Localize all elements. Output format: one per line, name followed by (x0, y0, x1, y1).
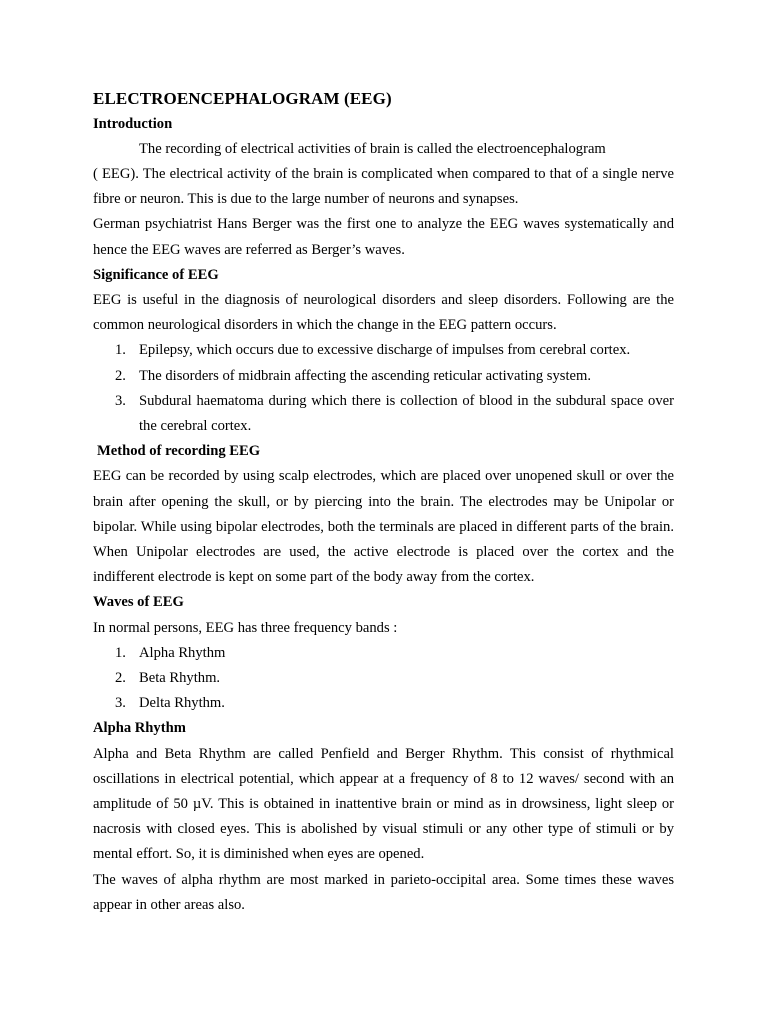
method-paragraph: EEG can be recorded by using scalp electrodes, which are placed over unopened skull or over the brain after opening the skull, or by piercing into the brain. The electrodes may be Unipolar or bipolar. While using bipolar electrodes, both the terminals are placed in different parts of the brain. When Unipolar electrodes are used, the active electrode is placed over the cortex and the indifferent electrode is kept on some part of the body away from the cortex. (93, 468, 674, 586)
alpha-rhythm-section (93, 716, 674, 918)
list-item-number: 1. (115, 342, 126, 359)
alpha-rhythm-location-paragraph: The waves of alpha rhythm are most marked in parieto-occipital area. Some times these waves appear in other areas also. (93, 871, 674, 913)
disorders-list (93, 338, 674, 439)
list-item-text: Epilepsy, which occurs due to excessive discharge of impulses from cerebral cortex. (139, 342, 631, 359)
significance-heading: Significance of EEG (93, 266, 219, 283)
method-section (93, 439, 674, 590)
list-item (93, 641, 674, 666)
list-item-text: The disorders of midbrain affecting the ascending reticular activating system. (139, 367, 591, 384)
significance-section (93, 263, 674, 439)
introduction-section (93, 112, 674, 263)
list-item-number: 3. (115, 392, 126, 409)
list-item-number: 2. (115, 367, 126, 384)
frequency-bands-list (93, 641, 674, 717)
list-item-number: 1. (115, 644, 126, 661)
list-item (93, 666, 674, 691)
list-item (93, 691, 674, 716)
list-item-text: Beta Rhythm. (139, 669, 221, 686)
waves-paragraph: In normal persons, EEG has three frequency bands : (93, 619, 398, 636)
list-item (93, 389, 674, 439)
document-page (93, 86, 674, 918)
waves-heading: Waves of EEG (93, 594, 184, 611)
alpha-rhythm-paragraph: Alpha and Beta Rhythm are called Penfield and Berger Rhythm. This consist of rhythmical oscillations in electrical potential, which appear at a frequency of 8 to 12 waves/ second with an amplitude of 50 µV. This is obtained in inattentive brain or mind as in drowsiness, light sleep or nacrosis with closed eyes. This is abolished by visual stimuli or any other type of stimuli or by mental effort. So, it is diminished when eyes are opened. (93, 745, 674, 863)
significance-paragraph: EEG is useful in the diagnosis of neurological disorders and sleep disorders. Following are the common neurological disorders in which the change in the EEG pattern occurs. (93, 291, 674, 334)
introduction-paragraph-line1: The recording of electrical activities of brain is called the electroencephalogram (139, 140, 606, 157)
waves-section (93, 590, 674, 716)
list-item-text: Alpha Rhythm (139, 644, 226, 661)
method-heading: Method of recording EEG (97, 443, 261, 460)
document-title: ELECTROENCEPHALOGRAM (EEG) (93, 89, 392, 108)
list-item-text: Subdural haematoma during which there is collection of blood in the subdural space over the cerebral cortex. (139, 392, 674, 434)
introduction-paragraph-berger: German psychiatrist Hans Berger was the first one to analyze the EEG waves systematically and hence the EEG waves are referred as Berger’s waves. (93, 216, 674, 258)
list-item-text: Delta Rhythm. (139, 695, 225, 712)
list-item-number: 3. (115, 695, 126, 712)
list-item (93, 338, 674, 363)
introduction-paragraph-continued: ( EEG). The electrical activity of the brain is complicated when compared to that of a single nerve fibre or neuron. This is due to the large number of neurons and synapses. (93, 165, 674, 208)
alpha-rhythm-heading: Alpha Rhythm (93, 720, 186, 737)
list-item-number: 2. (115, 669, 126, 686)
introduction-heading: Introduction (93, 115, 173, 132)
list-item (93, 364, 674, 389)
